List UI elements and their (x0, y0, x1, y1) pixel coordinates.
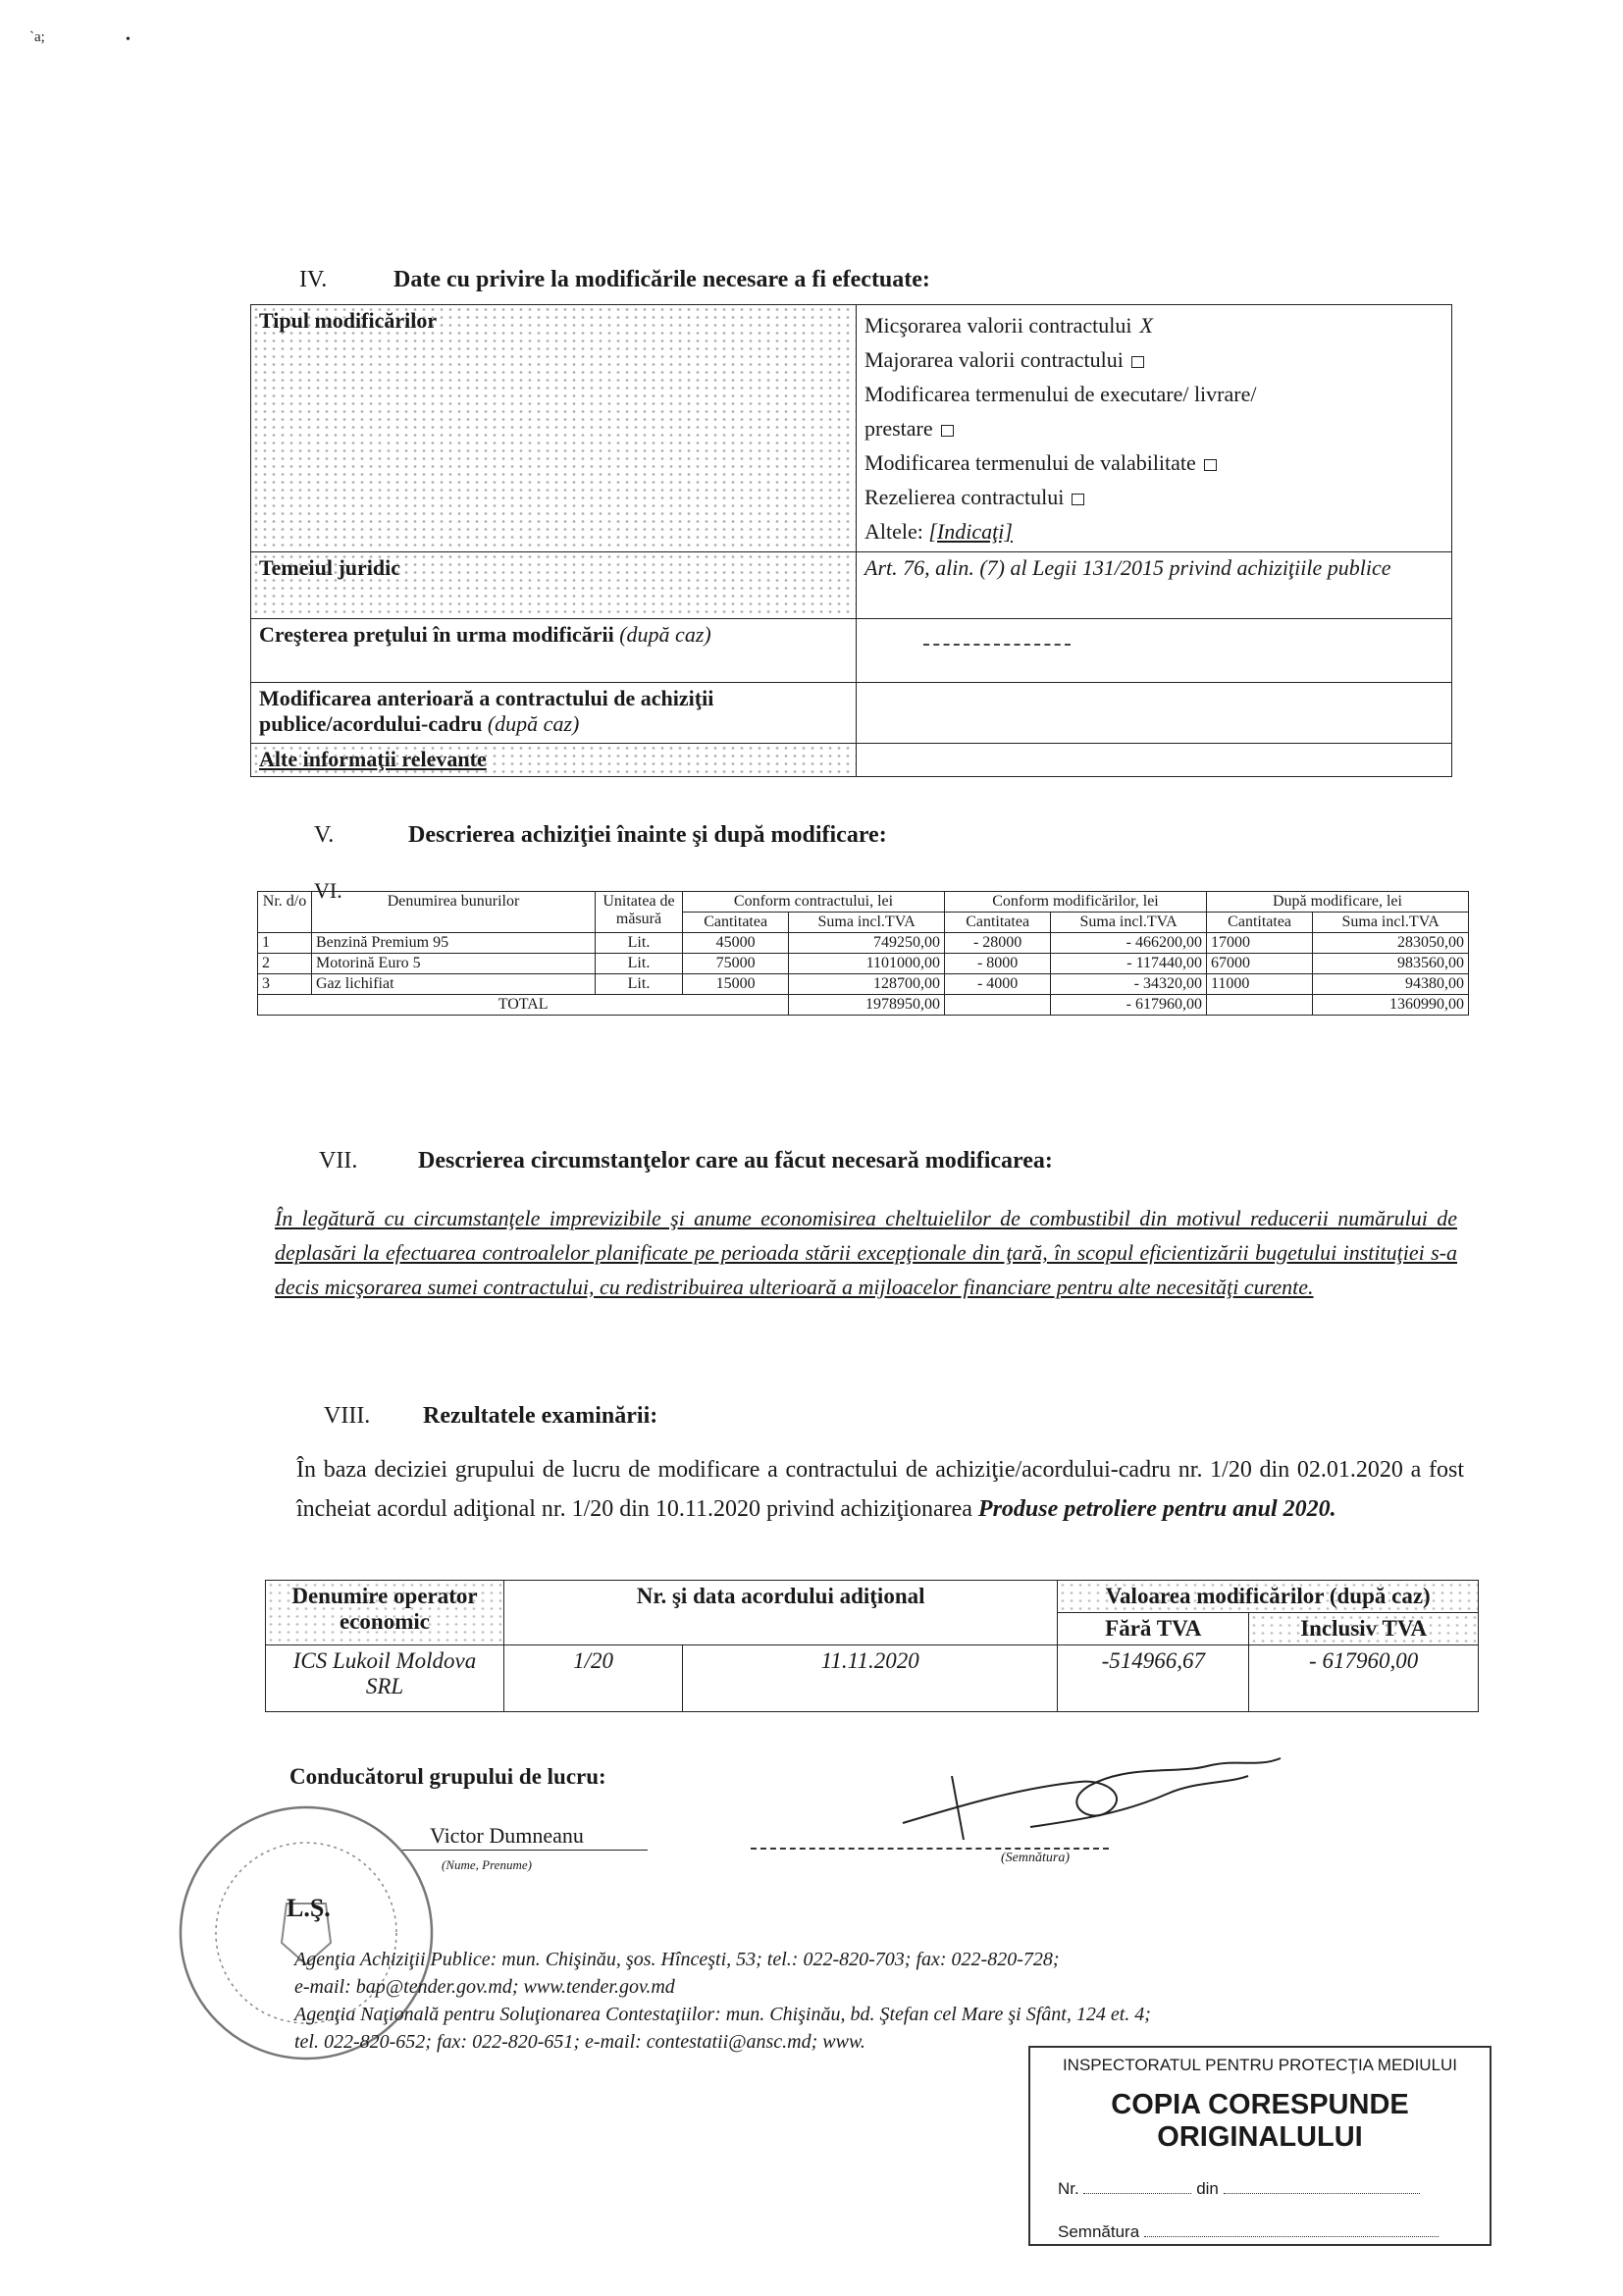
table-row: 3 Gaz lichifiat Lit. 15000 128700,00 - 4000 - 34320,00 11000 94380,00 (258, 974, 1469, 995)
checkbox-icon (941, 425, 954, 437)
modificare-note: (după caz) (487, 711, 580, 736)
checkbox-icon (1204, 459, 1217, 471)
option-micsorare: Micşorarea valorii contractului X (864, 313, 1153, 338)
col-conform-modif: Conform modificărilor, lei (944, 892, 1206, 913)
col-valoare: Valoarea modificărilor (după caz) (1058, 1581, 1479, 1613)
section-number: VIII. (324, 1403, 371, 1429)
ls-mark: L.Ş. (287, 1894, 331, 1922)
table-row: ICS Lukoil Moldova SRL 1/20 11.11.2020 -514966,67 - 617960,00 (266, 1645, 1479, 1712)
checkbox-icon (1072, 494, 1084, 505)
checked-mark: X (1139, 313, 1153, 338)
round-seal (169, 1796, 444, 2070)
section-vii-heading (319, 1148, 1053, 1174)
name-caption: (Nume, Prenume) (442, 1857, 532, 1872)
section-v-heading (314, 822, 887, 849)
table-row: 1 Benzină Premium 95 Lit. 45000 749250,00 - 28000 - 466200,00 17000 283050,00 (258, 933, 1469, 954)
section-viii-heading (324, 1403, 657, 1430)
section-title: Descrierea circumstanţelor care au făcut necesară modificarea: (418, 1148, 1053, 1174)
col-suma: Suma incl.TVA (1313, 913, 1469, 933)
alte-label-cell: Alte informaţii relevante (251, 744, 857, 777)
altele-value: [Indicaţi] (928, 519, 1013, 544)
dash-line (923, 644, 1071, 646)
tip-label-cell (251, 305, 857, 552)
option-altele: Altele: [Indicaţi] (864, 519, 1013, 544)
acquisition-table (257, 891, 1469, 1016)
section-title: Descrierea achiziţiei înainte şi după modificare: (408, 822, 887, 848)
col-unitatea: Unitatea de măsură (596, 892, 683, 933)
col-conform-contract: Conform contractului, lei (683, 892, 945, 913)
section-vi-label: VI. (314, 878, 342, 903)
col-denumire: Denumirea bunurilor (312, 892, 596, 933)
alte-value-cell (857, 744, 1452, 777)
circumstances-text: În legătură cu circumstanţele imprevizibile şi anume economisirea cheltuielilor de combustibil din motivul reducerii numărului de deplasări la efectuarea controalelor planificate pe perioada stării excepţionale din ţară, în scopul eficientizării bugetului instituţiei s-a decis micşorarea sumei contractului, cu redistribuirea ulterioară a mijloacelor financiare pentru alte necesităţi curente. (275, 1206, 1457, 1299)
handwritten-signature (883, 1747, 1295, 1854)
scan-mark-left: `a; (29, 29, 45, 45)
footer-line-2: e-mail: bap@tender.gov.md; www.tender.gov.md (294, 1976, 675, 1998)
section-title: Date cu privire la modificările necesare a fi efectuate: (393, 267, 930, 292)
table-row: 2 Motorină Euro 5 Lit. 75000 1101000,00 - 8000 - 117440,00 67000 983560,00 (258, 954, 1469, 974)
col-suma: Suma incl.TVA (789, 913, 945, 933)
stamp-top: INSPECTORATUL PENTRU PROTECŢIA MEDIULUI (1062, 2056, 1458, 2074)
stamp-main: COPIA CORESPUNDE ORIGINALULUI (1111, 2089, 1409, 2153)
results-table (265, 1580, 1479, 1712)
table-total-row: TOTAL 1978950,00 - 617960,00 1360990,00 (258, 995, 1469, 1016)
stamp-nr-row: Nr. din (1058, 2179, 1490, 2199)
col-fara-tva: Fără TVA (1058, 1613, 1249, 1645)
checkbox-icon (1131, 356, 1144, 368)
leader-name: Victor Dumneanu (430, 1823, 584, 1848)
section-number: V. (314, 822, 335, 848)
col-nr: Nr. d/o (258, 892, 312, 933)
options-cell (857, 305, 1452, 552)
modificare-value-cell (857, 683, 1452, 744)
option-termen-executare: Modificarea termenului de executare/ livrare/ (864, 382, 1257, 406)
sign-caption: (Semnătura) (1001, 1851, 1070, 1865)
temei-label-cell: Temeiul juridic (251, 552, 857, 619)
tip-label: Tipul modificărilor (259, 308, 438, 333)
product-name: Produse petroliere pentru anul 2020. (977, 1496, 1336, 1522)
col-cantitatea: Cantitatea (944, 913, 1050, 933)
scan-mark-right: • (126, 32, 131, 47)
col-operator: Denumire operator economic (266, 1581, 504, 1645)
option-termen-valabilitate: Modificarea termenului de valabilitate (864, 445, 1443, 480)
option-rezeliere: Rezelierea contractului (864, 480, 1443, 514)
col-inclusiv-tva: Inclusiv TVA (1249, 1613, 1479, 1645)
section-iv-heading (299, 267, 930, 293)
modificare-label-cell: Modificarea anterioară a contractului de achiziţii publice/acordului-cadru (după caz) (251, 683, 857, 744)
footer-line-4: tel. 022-820-652; fax: 022-820-651; e-mail: contestatii@ansc.md; www. (294, 2031, 865, 2053)
certification-stamp (1028, 2046, 1492, 2246)
col-nr-data: Nr. şi data acordului adiţional (504, 1581, 1058, 1645)
footer-line-1: Agenţia Achiziţii Publice: mun. Chişinău, şos. Hînceşti, 53; tel.: 022-820-703; fax: 022-820-728; (294, 1949, 1060, 1970)
modification-details-table (250, 304, 1452, 777)
option-majorare: Majorarea valorii contractului (864, 342, 1443, 377)
col-cantitatea: Cantitatea (683, 913, 789, 933)
stamp-sign-row: Semnătura (1058, 2222, 1490, 2242)
section-number: VII. (319, 1148, 358, 1174)
section-number: IV. (299, 267, 328, 292)
option-prestare: prestare (864, 411, 1443, 445)
col-suma: Suma incl.TVA (1051, 913, 1207, 933)
crestere-note: (după caz) (619, 622, 711, 647)
section-title: Rezultatele examinării: (423, 1403, 658, 1429)
crestere-label-cell: Creşterea preţului în urma modificării (după caz) (251, 619, 857, 683)
crestere-value-cell (857, 619, 1452, 683)
col-cantitatea: Cantitatea (1206, 913, 1312, 933)
temei-value: Art. 76, alin. (7) al Legii 131/2015 privind achiziţiile publice (857, 552, 1452, 619)
signature-label: Conducătorul grupului de lucru: (289, 1764, 606, 1789)
examination-text: În baza deciziei grupului de lucru de modificare a contractului de achiziţie/acordului-cadru nr. 1/20 din 02.01.2020 a fost încheiat acordul adiţional nr. 1/20 din 10.11.2020 privind achiziţionarea Produse petroliere pentru anul 2020. (296, 1457, 1464, 1522)
col-dupa-modif: După modificare, lei (1206, 892, 1468, 913)
footer-line-3: Agenţia Naţională pentru Soluţionarea Contestaţiilor: mun. Chişinău, bd. Ştefan cel Mare şi Sfânt, 124 et. 4; (294, 2004, 1151, 2025)
